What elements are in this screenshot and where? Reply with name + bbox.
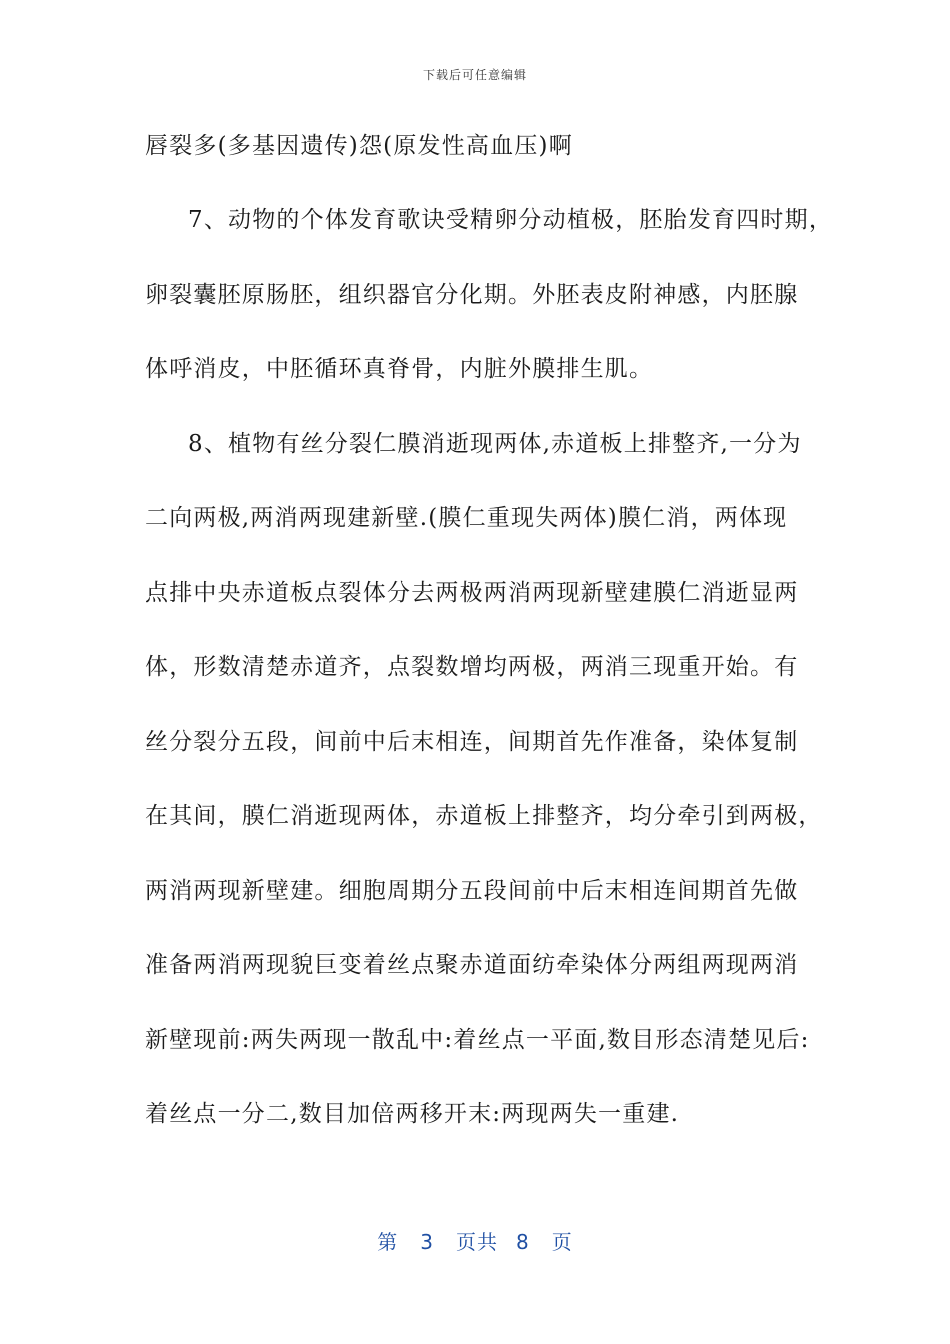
text-line: 准备两消两现貌巨变着丝点聚赤道面纺牵染体分两组两现两消	[145, 952, 799, 978]
current-page-number: 3	[420, 1230, 434, 1254]
text-line: 着丝点一分二,数目加倍两移开末:两现两失一重建.	[145, 1101, 680, 1127]
text-line: 两消两现新壁建。细胞周期分五段间前中后末相连间期首先做	[145, 878, 799, 904]
text-line: 卵裂囊胚原肠胚，组织器官分化期。外胚表皮附神感，内胚腺	[145, 282, 799, 308]
footer-suffix: 页	[551, 1230, 573, 1254]
text-line: 唇裂多(多基因遗传)怨(原发性高血压)啊	[145, 133, 573, 159]
text-line: 新壁现前:两失两现一散乱中:着丝点一平面,数目形态清楚见后:	[145, 1027, 810, 1053]
text-line: 点排中央赤道板点裂体分去两极两消两现新壁建膜仁消逝显两	[145, 580, 799, 606]
page-header-note: 下载后可任意编辑	[422, 68, 527, 82]
text-line: 在其间，膜仁消逝现两体，赤道板上排整齐，均分牵引到两极，	[145, 803, 823, 829]
text-line: 体呼消皮，中胚循环真脊骨，内脏外膜排生肌。	[145, 356, 654, 382]
footer-middle: 页共	[456, 1230, 498, 1254]
text-line: 丝分裂分五段，间前中后末相连，间期首先作准备，染体复制	[145, 729, 799, 755]
paragraph-7-line: 7、动物的个体发育歌诀受精卵分动植极，胚胎发育四时期，	[188, 207, 834, 233]
total-page-count: 8	[516, 1230, 530, 1254]
page-footer	[0, 1226, 950, 1255]
text-line: 体，形数清楚赤道齐，点裂数增均两极，两消三现重开始。有	[145, 654, 799, 680]
footer-prefix: 第	[377, 1230, 399, 1254]
text-line: 二向两极,两消两现建新壁.(膜仁重现失两体)膜仁消，两体现	[145, 505, 788, 531]
paragraph-8-line: 8、植物有丝分裂仁膜消逝现两体,赤道板上排整齐,一分为	[188, 431, 802, 457]
